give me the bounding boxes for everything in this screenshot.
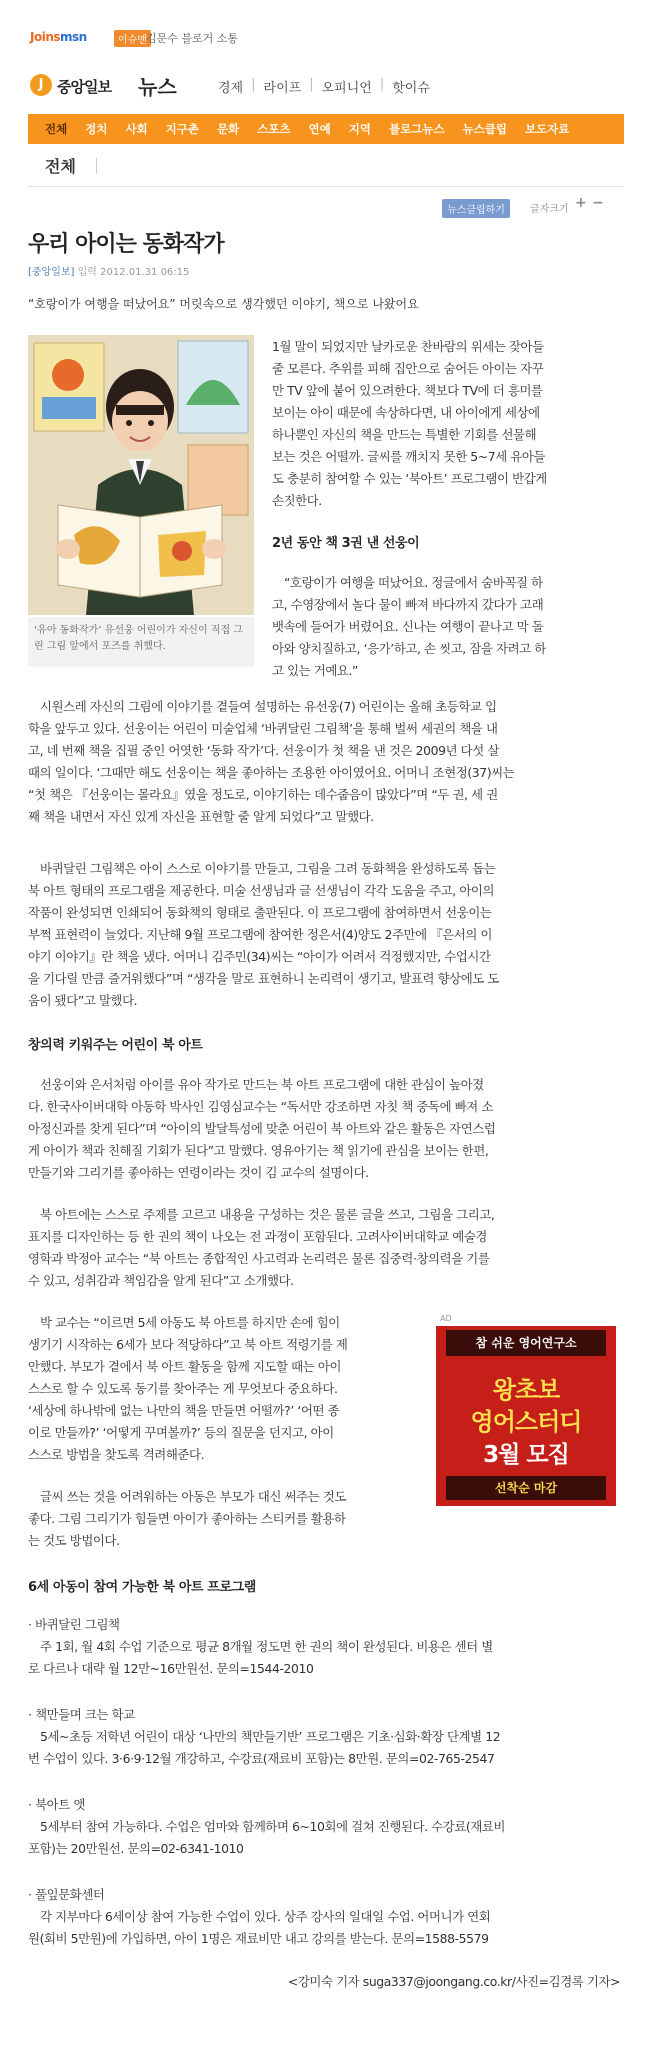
child-with-book-illustration bbox=[28, 335, 254, 615]
article-date: 입력 2012.01.31 06:15 bbox=[77, 267, 190, 278]
section-title-separator bbox=[96, 158, 97, 174]
header-nav bbox=[210, 77, 438, 96]
subheading-creativity: 창의력 키워주는 어린이 북 아트 bbox=[28, 1038, 203, 1053]
section-title: 전체 bbox=[45, 157, 76, 176]
subheading-seonwoong: 2년 동안 책 3권 낸 선웅이 bbox=[272, 536, 420, 551]
header-nav-hot-issue[interactable]: 핫이슈 bbox=[392, 81, 430, 96]
top-bar bbox=[0, 0, 650, 65]
nav-separator: | bbox=[309, 77, 314, 92]
list-item-desc: 5세부터 참여 가능하다. 수업은 엄마와 함께하며 6~10회에 걸쳐 진행된다. 수강료(재료비 포함)는 20만원선. 문의=02-6341-1010 bbox=[28, 1819, 506, 1856]
article-meta bbox=[28, 263, 189, 278]
divider bbox=[28, 186, 624, 187]
nav-tab-blog-news[interactable]: 블로그뉴스 bbox=[388, 122, 445, 136]
article-source[interactable]: [중앙일보] bbox=[28, 267, 75, 278]
list-item-name: · 바퀴달린 그림책 bbox=[28, 1617, 120, 1632]
header-nav-economy[interactable]: 경제 bbox=[218, 81, 244, 96]
article-headline: 우리 아이는 동화작가 bbox=[28, 232, 224, 257]
nav-tab-politics[interactable]: 정치 bbox=[85, 122, 108, 136]
header-nav-life[interactable]: 라이프 bbox=[263, 81, 302, 96]
section-name[interactable]: 뉴스 bbox=[138, 75, 177, 99]
paragraph-tips: 글씨 쓰는 것을 어려워하는 아동은 부모가 대신 써주는 것도 좋다. 그림 그리기가 힘들면 아이가 좋아하는 스티커를 활용하 는 것도 방법이다. bbox=[28, 1489, 346, 1548]
font-increase-button[interactable]: + bbox=[575, 195, 587, 211]
list-item-name: · 책만들며 크는 학교 bbox=[28, 1707, 135, 1722]
nav-tab-sports[interactable]: 스포츠 bbox=[257, 122, 291, 136]
subheading-programs: 6세 아동이 참여 가능한 북 아트 프로그램 bbox=[28, 1580, 256, 1595]
ad-header: 참 쉬운 영어연구소 bbox=[446, 1330, 606, 1356]
paragraph-quote: “호랑이가 여행을 떠났어요. 정글에서 숨바꼭질 하 고, 수영장에서 놀다 물이 빠져 바다까지 갔다가 고래 뱃속에 들어가 버렸어요. 신나는 여행이 끝나고 막 돌 아와 양치질하고, ‘응가’하고, 손 씻고, 잠을 자려고 하 고 있는 거예요.” bbox=[272, 575, 546, 678]
font-decrease-button[interactable]: − bbox=[592, 195, 604, 211]
issue-link[interactable]: 김문수 블로거 소통 bbox=[146, 32, 239, 45]
nav-separator: | bbox=[251, 77, 256, 92]
ad-footer: 선착순 마감 bbox=[446, 1476, 606, 1500]
nav-tab-press-release[interactable]: 보도자료 bbox=[524, 122, 570, 136]
paragraph-interest: 선웅이와 은서처럼 아이를 유아 작가로 만드는 북 아트 프로그램에 대한 관심이 높아졌 다. 한국사이버대학 아동학 박사인 김영심교수는 “독서만 강조하면 자칫 책 중독에 빠져 소 아정신과를 찾게 된다”며 “아이의 발달특성에 맞춘 어린이 북 아트와 같은 활동은 자연스럽 게 아이가 책과 친해질 기회가 된다”고 말했다. 영유아기는 책 읽기에 관심을 보이는 한편, 만들기와 그리기를 좋아하는 연령이라는 것이 김 교수의 설명이다. bbox=[28, 1077, 496, 1180]
paragraph-seonwoong: 시원스레 자신의 그림에 이야기를 곁들여 설명하는 유선웅(7) 어린이는 올해 초등학교 입 학을 앞두고 있다. 선웅이는 어린이 미술업체 ‘바퀴달린 그림책’을 통해 벌써 세권의 책을 내 고, 네 번째 책을 집필 중인 어엿한 ‘동화 작가’다. 선웅이가 첫 책을 낸 것은 2009년 다섯 살 때의 일이다. ‘그때만 해도 선웅이는 책을 좋아하는 조용한 아이였어요. 어머니 조현정(37)씨는 “첫 책은 『선웅이는 몰라요』였을 정도로, 이야기하는 데수줍음이 많았다”며 “두 권, 세 권 째 책을 내면서 자신 있게 자신을 표현할 줄 알게 되었다”고 말했다. bbox=[28, 699, 515, 824]
list-item-name: · 풀잎문화센터 bbox=[28, 1887, 105, 1902]
paragraph-program: 바퀴달린 그림책은 아이 스스로 이야기를 만들고, 그림을 그려 동화책을 완성하도록 돕는 북 아트 형태의 프로그램을 제공한다. 미술 선생님과 글 선생님이 각각 도움을 주고, 아이의 작품이 완성되면 인쇄되어 동화책의 형태로 출판된다. 이 프로그램에 참여하면서 선웅이는 부쩍 표현력이 늘었다. 지난해 9월 프로그램에 참여한 정은서(4)양도 2주만에 『은서의 이 야기 이야기』란 책을 냈다. 어머니 김주민(34)씨는 “아이가 어려서 걱정했지만, 수업시간 을 기다릴 만큼 즐거워했다”며 “생각을 말로 표현하니 논리력이 생기고, 발표력 향상에도 도 움이 됐다”고 말했다. bbox=[28, 861, 499, 1008]
article-photo bbox=[28, 335, 254, 615]
nav-tab-all[interactable]: 전체 bbox=[45, 122, 68, 136]
list-item-desc: 5세~초등 저학년 어린이 대상 ‘나만의 책만들기반’ 프로그램은 기초·심화·확장 단계별 12 번 수업이 있다. 3·6·9·12월 개강하고, 수강료(재료비 포함)는 8만원. 문의=02-765-2547 bbox=[28, 1729, 501, 1766]
article-subtitle: “호랑이가 여행을 떠났어요” 머릿속으로 생각했던 이야기, 책으로 나왔어요 bbox=[28, 297, 419, 311]
issue-badge: 이슈맨 bbox=[114, 30, 151, 47]
ad-line-3: 3월 모집 bbox=[483, 1442, 569, 1468]
brand-name[interactable]: 중앙일보 bbox=[57, 78, 111, 96]
nav-separator: | bbox=[379, 77, 385, 92]
article-byline: <강미숙 기자 suga337@joongang.co.kr/사진=김경록 기자> bbox=[287, 1974, 620, 1989]
site-header bbox=[25, 70, 625, 110]
ad-label: AD bbox=[436, 1314, 616, 1326]
paragraph-book-art: 북 아트에는 스스로 주제를 고르고 내용을 구성하는 것은 물론 글을 쓰고, 그림을 그리고, 표지를 디자인하는 등 한 권의 책이 나오는 전 과정이 포함된다. 고려사이버대학교 예술경 영학과 박정아 교수는 “북 아트는 종합적인 사고력과 논리력은 물론 집중력·창의력을 기를 수 있고, 성취감과 책임감을 알게 된다”고 소개했다. bbox=[28, 1207, 495, 1288]
nav-tab-news-clip[interactable]: 뉴스클립 bbox=[462, 122, 507, 136]
header-nav-opinion[interactable]: 오피니언 bbox=[321, 81, 372, 96]
photo-caption: ‘유아 동화작가’ 유선웅 어린이가 자신이 직접 그린 그림 앞에서 포즈를 취했다. bbox=[28, 617, 254, 667]
category-nav bbox=[28, 114, 624, 144]
nav-tab-world[interactable]: 지구촌 bbox=[165, 122, 199, 136]
nav-tab-region[interactable]: 지역 bbox=[348, 122, 371, 136]
news-clip-button[interactable]: 뉴스클립하기 bbox=[442, 199, 510, 218]
list-item-name: · 북아트 앳 bbox=[28, 1797, 85, 1812]
ad-line-1: 왕초보 bbox=[492, 1376, 560, 1404]
nav-tab-entertainment[interactable]: 연예 bbox=[308, 122, 331, 136]
nav-tab-culture[interactable]: 문화 bbox=[216, 122, 240, 136]
joongang-logo-icon[interactable]: J bbox=[30, 74, 52, 96]
advertisement-banner[interactable] bbox=[436, 1314, 616, 1506]
nav-tab-society[interactable]: 사회 bbox=[125, 122, 148, 136]
list-item-desc: 각 지부마다 6세이상 참여 가능한 수업이 있다. 상주 강사의 일대일 수업. 어머니가 연회 원(회비 5만원)에 가입하면, 아이 1명은 재료비만 내고 강의를 받는다. 문의=1588-5579 bbox=[28, 1909, 491, 1946]
ad-line-2: 영어스터디 bbox=[470, 1408, 582, 1436]
joins-logo[interactable]: Joinsmsn bbox=[30, 30, 87, 44]
list-item-desc: 주 1회, 월 4회 수업 기준으로 평균 8개월 정도면 한 권의 책이 완성된다. 비용은 센터 별 로 다르나 대략 월 12만~16만원선. 문의=1544-2010 bbox=[28, 1639, 493, 1676]
paragraph-professor: 박 교수는 “이르면 5세 아동도 북 아트를 하지만 손에 힘이 생기기 시작하는 6세가 보다 적당하다”고 북 아트 적령기를 제 안했다. 부모가 곁에서 북 아트 활동을 함께 지도할 때는 아이 스스로 할 수 있도록 동기를 찾아주는 게 무엇보다 중요하다. ‘세상에 하나밖에 없는 나만의 책을 만들면 어떨까?’ ‘어떤 종 이로 만들까?’ ‘어떻게 꾸며볼까?’ 등의 질문을 던지고, 아이 스스로 방법을 찾도록 격려해준다. bbox=[28, 1315, 348, 1462]
paragraph-intro: 1월 말이 되었지만 날카로운 찬바람의 위세는 잦아들 줄 모른다. 추위를 피해 집안으로 숨어든 아이는 자꾸 만 TV 앞에 붙어 있으려한다. 책보다 TV에 더 흥미를 보이는 아이 때문에 속상하다면, 내 아이에게 세상에 하나뿐인 자신의 책을 만드는 특별한 기회를 선물해 보는 것은 어떨까. 글씨를 깨치지 못한 5~7세 유아들 도 충분히 참여할 수 있는 ‘북아트’ 프로그램이 반갑게 손짓한다. bbox=[272, 339, 547, 508]
font-size-label: 글자크기 bbox=[530, 204, 569, 215]
